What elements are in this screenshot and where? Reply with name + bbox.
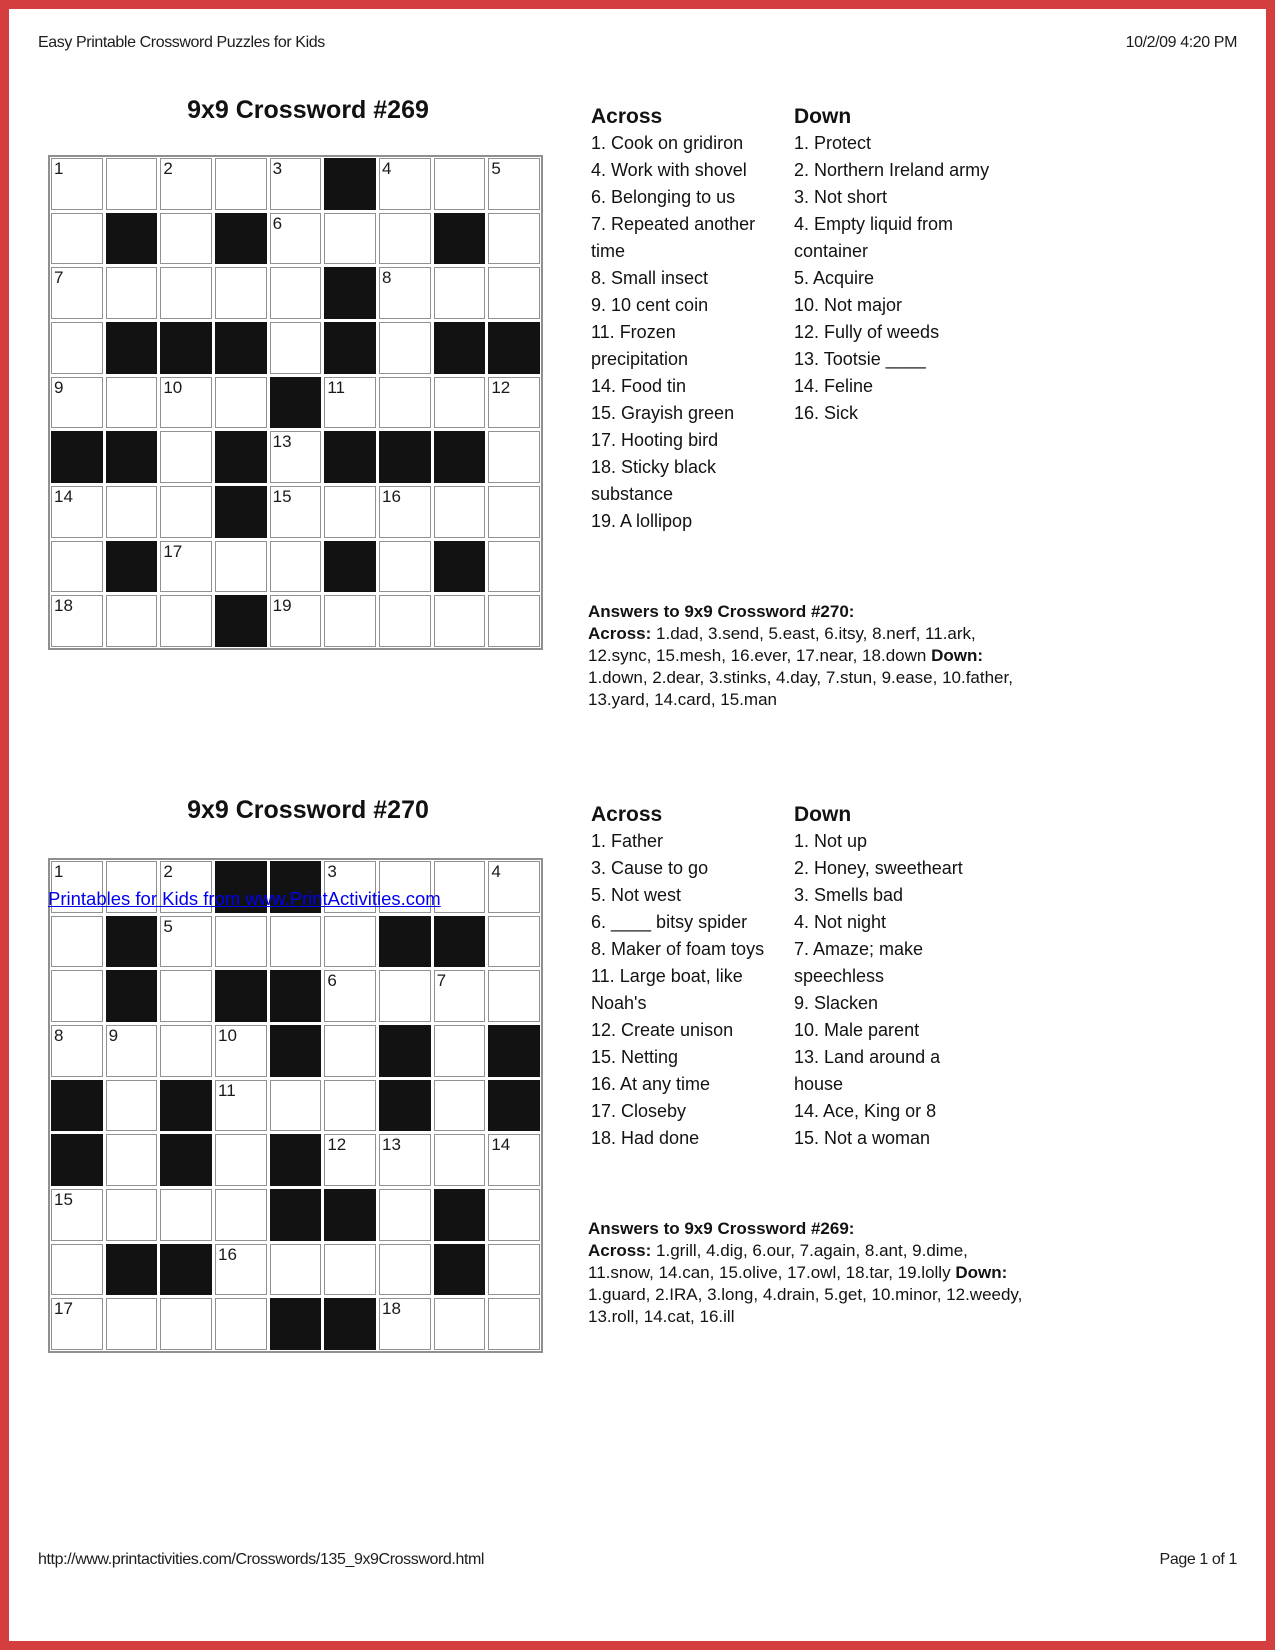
- clue-line: 12. Fully of weeds: [794, 322, 940, 342]
- answers-text: 11.snow, 14.can, 15.olive, 17.owl, 18.tar, 19.lolly: [588, 1263, 956, 1282]
- cell-number: 7: [436, 971, 447, 991]
- white-cell: [106, 1189, 158, 1241]
- cell-number: 10: [163, 377, 183, 397]
- printactivities-link[interactable]: Printables for Kids from www.PrintActivities.com: [48, 888, 441, 909]
- white-cell: [51, 486, 103, 538]
- answers-line: [588, 667, 1098, 689]
- white-cell: [379, 377, 431, 429]
- white-cell: [215, 1298, 267, 1350]
- white-cell: [379, 595, 431, 647]
- cell-number: 5: [491, 159, 501, 178]
- white-cell: [270, 267, 322, 319]
- white-cell: [270, 541, 322, 593]
- clue-line: 17. Closeby: [591, 1101, 687, 1121]
- black-cell: [379, 916, 431, 968]
- white-cell: [324, 1025, 376, 1077]
- answers-line: [588, 1262, 1098, 1284]
- cell-number: 1: [54, 159, 64, 178]
- white-cell: [488, 916, 540, 968]
- answers-line: [588, 645, 1098, 667]
- clue-line: 14. Ace, King or 8: [794, 1101, 937, 1121]
- black-cell: [270, 1025, 322, 1077]
- clue-line: 6. ____ bitsy spider: [591, 912, 748, 932]
- clue-line: 14. Feline: [794, 376, 874, 396]
- white-cell: [488, 431, 540, 483]
- white-cell: [270, 1080, 322, 1132]
- white-cell: [51, 267, 103, 319]
- cell-number: 6: [272, 213, 283, 233]
- white-cell: [434, 1025, 486, 1077]
- white-cell: [160, 431, 212, 483]
- answers-line: [588, 1240, 1098, 1262]
- cell-number: 19: [272, 596, 292, 616]
- puzzle-270-down-clues: [794, 801, 963, 1152]
- across-clue-list: [591, 828, 764, 1152]
- clue-line: 16. Sick: [794, 403, 859, 423]
- white-cell: [488, 267, 540, 319]
- white-cell: [51, 322, 103, 374]
- clue-line: 13. Land around a: [794, 1047, 941, 1067]
- white-cell: [160, 970, 212, 1022]
- white-cell: [106, 1134, 158, 1186]
- clue-line: 12. Create unison: [591, 1020, 734, 1040]
- cell-number: 8: [382, 268, 392, 288]
- black-cell: [324, 1189, 376, 1241]
- answers-label: Answers to 9x9 Crossword #269:: [588, 1219, 855, 1238]
- footer-page-label: Page 1 of 1: [1159, 1551, 1237, 1568]
- white-cell: [434, 1080, 486, 1132]
- cell-number: 10: [218, 1026, 237, 1045]
- black-cell: [270, 377, 322, 429]
- white-cell: [160, 1298, 212, 1350]
- black-cell: [51, 1080, 103, 1132]
- white-cell: [379, 158, 431, 210]
- black-cell: [51, 431, 103, 483]
- white-cell: [215, 916, 267, 968]
- answers-text: 1.grill, 4.dig, 6.our, 7.again, 8.ant, 9.dime,: [651, 1241, 968, 1260]
- clue-line: 9. 10 cent coin: [591, 295, 709, 315]
- white-cell: [215, 1189, 267, 1241]
- white-cell: [160, 595, 212, 647]
- black-cell: [434, 322, 486, 374]
- white-cell: [160, 1025, 212, 1077]
- white-cell: [488, 861, 540, 913]
- black-cell: [106, 431, 158, 483]
- white-cell: [270, 1244, 322, 1296]
- white-cell: [434, 861, 486, 913]
- answers-text: 12.sync, 15.mesh, 16.ever, 17.near, 18.down: [588, 646, 932, 665]
- white-cell: [51, 1025, 103, 1077]
- black-cell: [324, 267, 376, 319]
- cell-number: 3: [327, 862, 337, 881]
- answers-line: [588, 689, 1098, 711]
- clue-line: 11. Large boat, like: [591, 966, 743, 986]
- black-cell: [379, 1080, 431, 1132]
- white-cell: [160, 486, 212, 538]
- white-cell: [51, 595, 103, 647]
- answers-line: [588, 1284, 1098, 1306]
- black-cell: [379, 431, 431, 483]
- cell-number: 17: [163, 541, 183, 561]
- cell-number: 18: [382, 1299, 401, 1319]
- black-cell: [160, 322, 212, 374]
- white-cell: [51, 158, 103, 210]
- cell-number: 3: [272, 159, 283, 178]
- clue-line: precipitation: [591, 349, 689, 369]
- clue-line: 3. Not short: [794, 187, 888, 207]
- header-timestamp: 10/2/09 4:20 PM: [1125, 34, 1237, 51]
- clue-line: 14. Food tin: [591, 376, 687, 396]
- white-cell: [215, 541, 267, 593]
- cell-number: 15: [54, 1190, 73, 1209]
- black-cell: [270, 1298, 322, 1350]
- white-cell: [106, 1298, 158, 1350]
- white-cell: [51, 541, 103, 593]
- black-cell: [324, 158, 376, 210]
- white-cell: [488, 486, 540, 538]
- clue-line: 17. Hooting bird: [591, 430, 719, 450]
- answers-text: 13.roll, 14.cat, 16.ill: [588, 1307, 735, 1326]
- cell-number: 14: [491, 1135, 511, 1155]
- white-cell: [270, 486, 322, 538]
- white-cell: [488, 1298, 540, 1350]
- clue-line: substance: [591, 484, 674, 504]
- white-cell: [324, 213, 376, 265]
- white-cell: [270, 916, 322, 968]
- crossword-grid-270: [48, 858, 543, 1353]
- cell-number: 17: [54, 1299, 73, 1319]
- clue-line: 19. A lollipop: [591, 511, 693, 531]
- footer-url: http://www.printactivities.com/Crosswords/135_9x9Crossword.html: [38, 1551, 485, 1568]
- clue-line: Noah's: [591, 993, 647, 1013]
- cell-number: 7: [54, 268, 64, 288]
- white-cell: [379, 486, 431, 538]
- puzzle-269-title: 9x9 Crossword #269: [187, 96, 429, 124]
- clue-line: 3. Cause to go: [591, 858, 709, 878]
- white-cell: [51, 916, 103, 968]
- white-cell: [324, 486, 376, 538]
- puzzle-269-down-clues: [794, 103, 989, 427]
- white-cell: [324, 970, 376, 1022]
- black-cell: [434, 213, 486, 265]
- black-cell: [106, 322, 158, 374]
- white-cell: [434, 377, 486, 429]
- clue-line: 2. Northern Ireland army: [794, 160, 990, 180]
- white-cell: [270, 213, 322, 265]
- white-cell: [270, 595, 322, 647]
- black-cell: [160, 1080, 212, 1132]
- down-heading: Down: [794, 803, 852, 826]
- white-cell: [270, 322, 322, 374]
- answers-text: 1.dad, 3.send, 5.east, 6.itsy, 8.nerf, 11.ark,: [651, 624, 976, 643]
- down-clue-list: [794, 130, 989, 427]
- clue-line: 8. Small insect: [591, 268, 709, 288]
- down-heading: Down: [794, 105, 852, 128]
- puzzle-270-title: 9x9 Crossword #270: [187, 796, 429, 824]
- clue-line: 2. Honey, sweetheart: [794, 858, 963, 878]
- black-cell: [434, 431, 486, 483]
- black-cell: [215, 322, 267, 374]
- white-cell: [51, 213, 103, 265]
- black-cell: [270, 1134, 322, 1186]
- white-cell: [379, 1298, 431, 1350]
- across-heading: Across: [591, 803, 663, 826]
- black-cell: [106, 970, 158, 1022]
- down-clue-list: [794, 828, 963, 1152]
- black-cell: [434, 1244, 486, 1296]
- black-cell: [215, 431, 267, 483]
- clue-line: 15. Grayish green: [591, 403, 735, 423]
- cell-number: 16: [382, 487, 401, 506]
- clue-line: 16. At any time: [591, 1074, 711, 1094]
- white-cell: [434, 267, 486, 319]
- clue-line: 15. Not a woman: [794, 1128, 931, 1148]
- clue-line: 9. Slacken: [794, 993, 879, 1013]
- black-cell: [434, 1189, 486, 1241]
- cell-number: 2: [163, 862, 173, 881]
- white-cell: [160, 158, 212, 210]
- page-header: [38, 34, 1237, 52]
- black-cell: [215, 595, 267, 647]
- across-heading: Across: [591, 105, 663, 128]
- white-cell: [488, 1244, 540, 1296]
- black-cell: [434, 541, 486, 593]
- white-cell: [215, 158, 267, 210]
- white-cell: [488, 213, 540, 265]
- white-cell: [106, 595, 158, 647]
- white-cell: [324, 377, 376, 429]
- white-cell: [270, 431, 322, 483]
- black-cell: [324, 1298, 376, 1350]
- clue-line: 6. Belonging to us: [591, 187, 736, 207]
- clue-line: 7. Amaze; make: [794, 939, 924, 959]
- answers-text: 1.guard, 2.IRA, 3.long, 4.drain, 5.get, 10.minor, 12.weedy,: [588, 1285, 1023, 1304]
- white-cell: [324, 1080, 376, 1132]
- black-cell: [160, 1244, 212, 1296]
- cell-number: 4: [382, 159, 392, 178]
- clue-line: house: [794, 1074, 844, 1094]
- black-cell: [488, 1080, 540, 1132]
- clue-line: container: [794, 241, 869, 261]
- black-cell: [106, 916, 158, 968]
- cell-number: 11: [327, 377, 345, 397]
- cell-number: 11: [218, 1080, 236, 1100]
- black-cell: [379, 1025, 431, 1077]
- white-cell: [51, 1189, 103, 1241]
- clue-line: 11. Frozen: [591, 322, 676, 342]
- black-cell: [488, 1025, 540, 1077]
- white-cell: [215, 1025, 267, 1077]
- white-cell: [434, 1134, 486, 1186]
- white-cell: [488, 377, 540, 429]
- clue-line: 1. Cook on gridiron: [591, 133, 744, 153]
- white-cell: [434, 595, 486, 647]
- clue-line: 10. Male parent: [794, 1020, 920, 1040]
- black-cell: [106, 1244, 158, 1296]
- cell-number: 13: [272, 432, 292, 452]
- cell-number: 8: [54, 1026, 64, 1045]
- cell-number: 5: [163, 916, 173, 936]
- cell-number: 18: [54, 596, 73, 616]
- white-cell: [160, 541, 212, 593]
- white-cell: [106, 377, 158, 429]
- black-cell: [51, 1134, 103, 1186]
- clue-line: 3. Smells bad: [794, 885, 904, 905]
- answers-label: Down:: [931, 646, 983, 665]
- white-cell: [434, 486, 486, 538]
- across-clue-list: [591, 130, 755, 535]
- white-cell: [379, 267, 431, 319]
- white-cell: [324, 1244, 376, 1296]
- white-cell: [51, 970, 103, 1022]
- clue-line: 4. Empty liquid from: [794, 214, 954, 234]
- black-cell: [215, 213, 267, 265]
- clue-line: time: [591, 241, 626, 261]
- white-cell: [160, 213, 212, 265]
- white-cell: [160, 1189, 212, 1241]
- black-cell: [324, 541, 376, 593]
- white-cell: [106, 267, 158, 319]
- white-cell: [51, 377, 103, 429]
- page-footer: [38, 1551, 1237, 1569]
- white-cell: [379, 1244, 431, 1296]
- white-cell: [51, 1298, 103, 1350]
- black-cell: [434, 916, 486, 968]
- answers-label: Down:: [955, 1263, 1008, 1282]
- black-cell: [106, 213, 158, 265]
- cell-number: 1: [54, 862, 64, 881]
- answers-line: [588, 1218, 1098, 1240]
- crossword-grid-269: [48, 155, 543, 650]
- answers-text: 13.yard, 14.card, 15.man: [588, 690, 778, 709]
- answers-label: Across:: [588, 624, 652, 643]
- white-cell: [488, 158, 540, 210]
- white-cell: [379, 970, 431, 1022]
- white-cell: [270, 158, 322, 210]
- black-cell: [270, 1189, 322, 1241]
- white-cell: [215, 267, 267, 319]
- white-cell: [160, 916, 212, 968]
- white-cell: [106, 1025, 158, 1077]
- black-cell: [324, 322, 376, 374]
- cell-number: 2: [163, 159, 173, 178]
- answers-to-crossword-270: [588, 601, 1098, 711]
- white-cell: [215, 1080, 267, 1132]
- clue-line: 5. Not west: [591, 885, 682, 905]
- white-cell: [488, 1134, 540, 1186]
- white-cell: [215, 377, 267, 429]
- white-cell: [434, 970, 486, 1022]
- white-cell: [106, 1080, 158, 1132]
- clue-line: 1. Not up: [794, 831, 868, 851]
- white-cell: [488, 1189, 540, 1241]
- answers-line: [588, 601, 1098, 623]
- clue-line: 18. Had done: [591, 1128, 700, 1148]
- header-title: Easy Printable Crossword Puzzles for Kids: [38, 34, 325, 51]
- black-cell: [160, 1134, 212, 1186]
- white-cell: [324, 595, 376, 647]
- answers-label: Answers to 9x9 Crossword #270:: [588, 602, 855, 621]
- clue-line: 1. Father: [591, 831, 664, 851]
- black-cell: [324, 431, 376, 483]
- white-cell: [379, 1134, 431, 1186]
- black-cell: [488, 322, 540, 374]
- cell-number: 12: [491, 377, 511, 397]
- white-cell: [106, 158, 158, 210]
- cell-number: 16: [218, 1244, 237, 1264]
- clue-line: 7. Repeated another: [591, 214, 756, 234]
- white-cell: [379, 541, 431, 593]
- cell-number: 12: [327, 1135, 347, 1155]
- white-cell: [488, 970, 540, 1022]
- cell-number: 4: [491, 862, 501, 881]
- white-cell: [160, 267, 212, 319]
- clue-line: 4. Not night: [794, 912, 887, 932]
- black-cell: [270, 970, 322, 1022]
- answers-line: [588, 1306, 1098, 1328]
- white-cell: [215, 1244, 267, 1296]
- white-cell: [215, 1134, 267, 1186]
- answers-label: Across:: [588, 1241, 652, 1260]
- cell-number: 15: [272, 487, 292, 506]
- puzzle-269-across-clues: [591, 103, 755, 535]
- clue-line: 5. Acquire: [794, 268, 875, 288]
- cell-number: 14: [54, 487, 73, 506]
- black-cell: [215, 970, 267, 1022]
- clue-line: 18. Sticky black: [591, 457, 717, 477]
- clue-line: 15. Netting: [591, 1047, 679, 1067]
- white-cell: [434, 1298, 486, 1350]
- white-cell: [379, 1189, 431, 1241]
- clue-line: speechless: [794, 966, 885, 986]
- white-cell: [51, 1244, 103, 1296]
- clue-line: 4. Work with shovel: [591, 160, 747, 180]
- clue-line: 13. Tootsie ____: [794, 349, 926, 369]
- white-cell: [379, 322, 431, 374]
- cell-number: 13: [382, 1135, 401, 1155]
- answers-line: [588, 623, 1098, 645]
- white-cell: [324, 916, 376, 968]
- white-cell: [160, 377, 212, 429]
- white-cell: [488, 595, 540, 647]
- white-cell: [106, 486, 158, 538]
- black-cell: [106, 541, 158, 593]
- answers-text: 1.down, 2.dear, 3.stinks, 4.day, 7.stun, 9.ease, 10.father,: [588, 668, 1013, 687]
- white-cell: [488, 541, 540, 593]
- white-cell: [379, 213, 431, 265]
- clue-line: 10. Not major: [794, 295, 903, 315]
- cell-number: 9: [54, 377, 64, 397]
- clue-line: 1. Protect: [794, 133, 872, 153]
- puzzle-270-across-clues: [591, 801, 764, 1152]
- clue-line: 8. Maker of foam toys: [591, 939, 765, 959]
- cell-number: 9: [108, 1026, 119, 1045]
- white-cell: [324, 1134, 376, 1186]
- answers-to-crossword-269: [588, 1218, 1098, 1328]
- cell-number: 6: [327, 971, 337, 991]
- white-cell: [434, 158, 486, 210]
- black-cell: [215, 486, 267, 538]
